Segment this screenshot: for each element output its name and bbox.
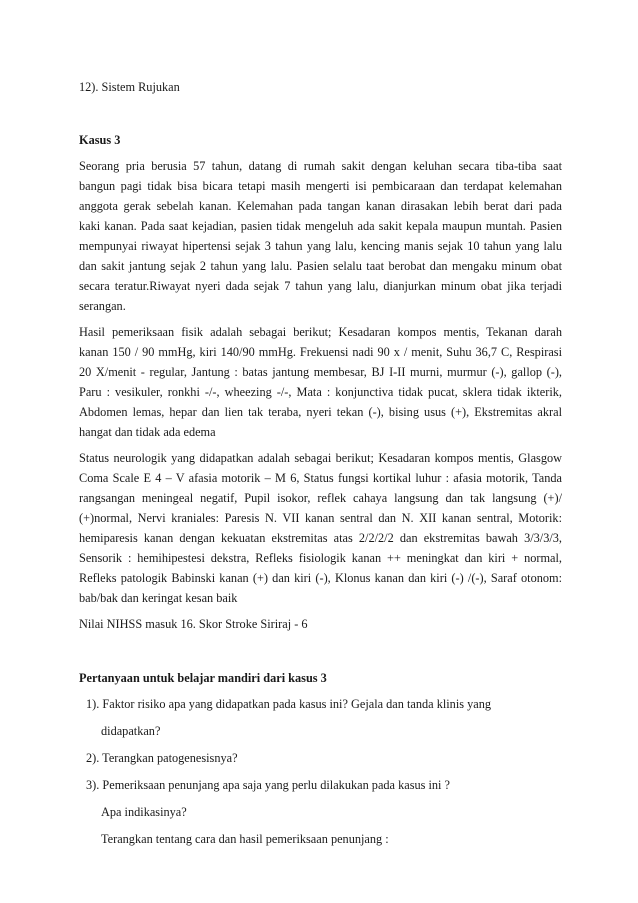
question-continuation: Terangkan tentang cara dan hasil pemeriksaan penunjang : bbox=[101, 832, 389, 846]
paragraph2-line: Abdomen lemas, hepar dan lien tak teraba, nyeri tekan (-), bising usus (+), Ekstremitas akral bbox=[79, 405, 562, 419]
paragraph2-line: Paru : vesikuler, ronkhi -/-, wheezing -/-, Mata : konjunctiva tidak pucat, sklera tidak ikterik, bbox=[79, 385, 562, 399]
paragraph1-line: kaki kanan. Pada saat kejadian, pasien tidak mengeluh ada sakit kepala maupun muntah. Pasien bbox=[79, 219, 562, 233]
paragraph3-line: Sensorik : hemihipestesi dekstra, Refleks fisiologik kanan ++ meningkat dan kiri + normal, bbox=[79, 551, 562, 565]
paragraph3-line: (+)normal, Nervi kraniales: Paresis N. VII kanan sentral dan N. XII kanan sentral, Motorik: bbox=[79, 511, 562, 525]
case-title: Kasus 3 bbox=[79, 133, 121, 147]
paragraph2-line: Hasil pemeriksaan fisik adalah sebagai berikut; Kesadaran kompos mentis, Tekanan darah bbox=[79, 325, 562, 339]
paragraph1-line: serangan. bbox=[79, 299, 126, 313]
paragraph1-line: anggota gerak sebelah kanan. Kelemahan pada tangan kanan dirasakan lebih berat dari pada bbox=[79, 199, 562, 213]
question-item: 2). Terangkan patogenesisnya? bbox=[86, 751, 238, 765]
paragraph3-line: hemiparesis kanan dengan kekuatan ekstremitas atas 2/2/2/2 dan ekstremitas bawah 3/3/3/3, bbox=[79, 531, 562, 545]
paragraph2-line: kanan 150 / 90 mmHg, kiri 140/90 mmHg. Frekuensi nadi 90 x / menit, Suhu 36,7 C, Respirasi bbox=[79, 345, 562, 359]
paragraph1-line: Seorang pria berusia 57 tahun, datang di rumah sakit dengan keluhan secara tiba-tiba saat bbox=[79, 159, 562, 173]
paragraph3-line: Status neurologik yang didapatkan adalah sebagai berikut; Kesadaran kompos mentis, Glasgow bbox=[79, 451, 562, 465]
paragraph3-line: Refleks patologik Babinski kanan (+) dan kiri (-), Klonus kanan dan kiri (-) /(-), Saraf otonom: bbox=[79, 571, 562, 585]
question-item: 1). Faktor risiko apa yang didapatkan pada kasus ini? Gejala dan tanda klinis yang bbox=[86, 697, 491, 711]
paragraph2-line: hangat dan tidak ada edema bbox=[79, 425, 216, 439]
paragraph3-line: Coma Scale E 4 – V afasia motorik – M 6, Status fungsi kortikal luhur : afasia motorik, Tanda bbox=[79, 471, 562, 485]
paragraph2-line: 20 X/menit - regular, Jantung : batas jantung membesar, BJ I-II murni, murmur (-), gallop (-), bbox=[79, 365, 562, 379]
paragraph1-line: secara teratur.Riwayat nyeri dada sejak 7 tahun yang lalu, dianjurkan minum obat jika terjadi bbox=[79, 279, 562, 293]
paragraph1-line: bangun pagi tidak bisa bicara tetapi masih mengerti isi pembicaraan dan terdapat kelemahan bbox=[79, 179, 562, 193]
paragraph1-line: dan sakit jantung sejak 2 tahun yang lalu. Pasien selalu taat berobat dan mengaku minum obat bbox=[79, 259, 562, 273]
question-item: 3). Pemeriksaan penunjang apa saja yang perlu dilakukan pada kasus ini ? bbox=[86, 778, 451, 792]
paragraph3-line: rangsangan meningeal negatif, Pupil isokor, reflek cahaya langsung dan tak langsung (+)/ bbox=[79, 491, 562, 505]
question-continuation: didapatkan? bbox=[101, 724, 161, 738]
questions-title: Pertanyaan untuk belajar mandiri dari kasus 3 bbox=[79, 671, 327, 685]
section-heading-sistem-rujukan: 12). Sistem Rujukan bbox=[79, 80, 180, 94]
paragraph3-line: bab/bak dan keringat kesan baik bbox=[79, 591, 238, 605]
question-continuation: Apa indikasinya? bbox=[101, 805, 187, 819]
paragraph1-line: mempunyai riwayat hipertensi sejak 3 tahun yang lalu, kencing manis sejak 10 tahun yang lalu bbox=[79, 239, 562, 253]
nihss-score-line: Nilai NIHSS masuk 16. Skor Stroke Siriraj - 6 bbox=[79, 617, 308, 631]
